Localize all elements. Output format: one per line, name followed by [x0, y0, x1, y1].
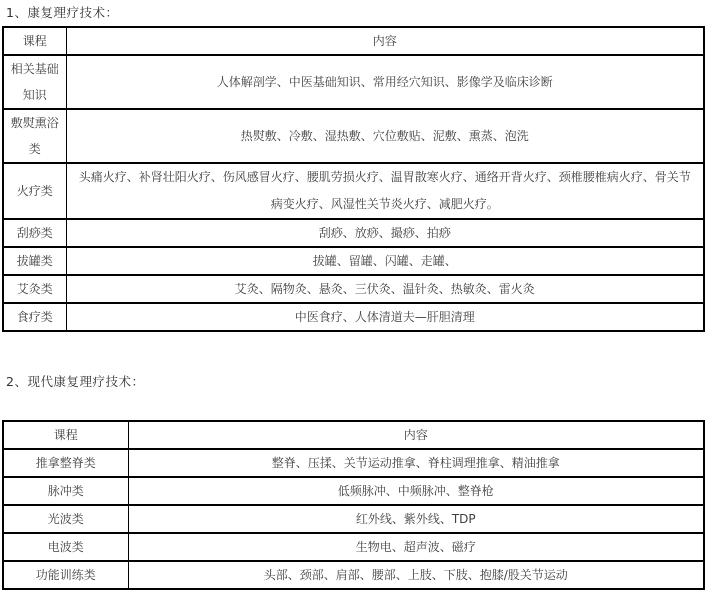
course-cell: 相关基础知识 [3, 55, 66, 109]
course-cell: 食疗类 [3, 303, 66, 331]
traditional-therapy-table [2, 26, 705, 332]
course-cell: 光波类 [3, 505, 128, 533]
table-row [3, 449, 704, 477]
section-2-title: 2、现代康复理疗技术： [6, 374, 145, 389]
content-cell: 人体解剖学、中医基础知识、常用经穴知识、影像学及临床诊断 [66, 55, 704, 109]
course-cell: 刮痧类 [3, 219, 66, 247]
content-cell: 红外线、紫外线、TDP [128, 505, 704, 533]
course-cell: 功能训练类 [3, 561, 128, 589]
course-cell: 火疗类 [3, 163, 66, 219]
column-header-course: 课程 [3, 421, 128, 449]
course-cell: 艾灸类 [3, 275, 66, 303]
table-row [3, 247, 704, 275]
content-cell: 中医食疗、人体清道夫—肝胆清理 [66, 303, 704, 331]
column-header-course: 课程 [3, 27, 66, 55]
course-cell: 电波类 [3, 533, 128, 561]
content-cell: 整脊、压揉、关节运动推拿、脊柱调理推拿、精油推拿 [128, 449, 704, 477]
table-row [3, 55, 704, 109]
table-row [3, 477, 704, 505]
course-cell: 推拿整脊类 [3, 449, 128, 477]
course-cell: 敷熨熏浴类 [3, 109, 66, 163]
modern-therapy-table [2, 420, 705, 590]
content-cell: 头部、颈部、肩部、腰部、上肢、下肢、抱膝/股关节运动 [128, 561, 704, 589]
table-row [3, 219, 704, 247]
table-row [3, 561, 704, 589]
content-cell: 刮痧、放痧、撮痧、拍痧 [66, 219, 704, 247]
content-cell: 热熨敷、冷敷、湿热敷、穴位敷贴、泥敷、熏蒸、泡洗 [66, 109, 704, 163]
content-cell: 头痛火疗、补肾壮阳火疗、伤风感冒火疗、腰肌劳损火疗、温胃散寒火疗、通络开背火疗、颈椎腰椎病火疗、骨关节病变火疗、风湿性关节炎火疗、减肥火疗。 [66, 163, 704, 219]
table-row [3, 533, 704, 561]
column-header-content: 内容 [66, 27, 704, 55]
content-cell: 拔罐、留罐、闪罐、走罐、 [66, 247, 704, 275]
table-row [3, 505, 704, 533]
table-header-row [3, 27, 704, 55]
table-row [3, 163, 704, 219]
section-1-title: 1、康复理疗技术： [6, 5, 119, 20]
table-header-row [3, 421, 704, 449]
content-cell: 艾灸、隔物灸、悬灸、三伏灸、温针灸、热敏灸、雷火灸 [66, 275, 704, 303]
content-cell: 低频脉冲、中频脉冲、整脊枪 [128, 477, 704, 505]
course-cell: 拔罐类 [3, 247, 66, 275]
table-row [3, 275, 704, 303]
column-header-content: 内容 [128, 421, 704, 449]
table-row [3, 303, 704, 331]
course-cell: 脉冲类 [3, 477, 128, 505]
table-row [3, 109, 704, 163]
content-cell: 生物电、超声波、磁疗 [128, 533, 704, 561]
